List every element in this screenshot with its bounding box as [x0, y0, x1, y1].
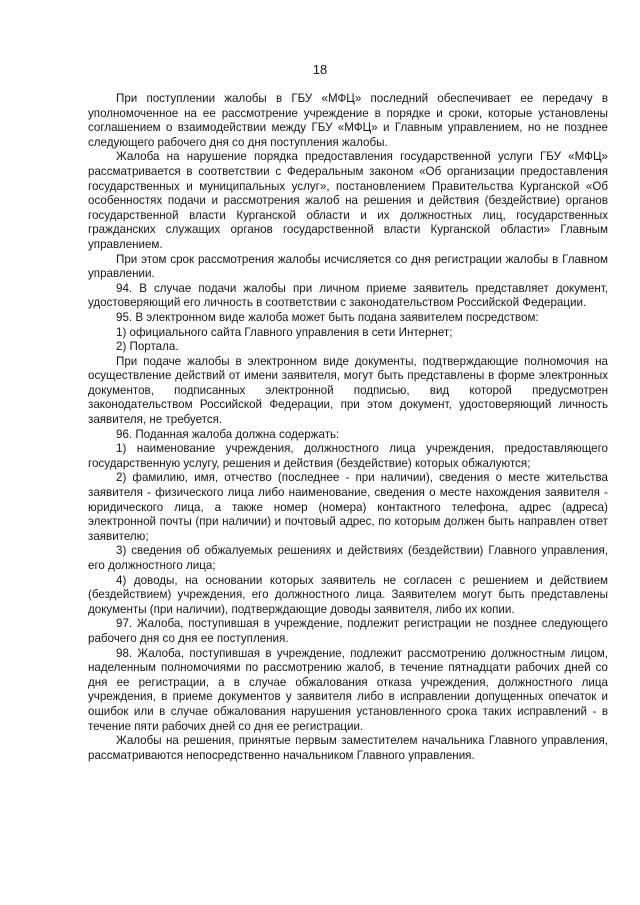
- list-item: 1) официального сайта Главного управления в сети Интернет;: [116, 325, 453, 339]
- paragraph: Жалоба на нарушение порядка предоставления государственной услуги ГБУ «МФЦ» рассматривается в соответствии с Федеральным законом «Об организации предоставления государственных и муниципальных услуг», постановлением Правительства Курганской «Об особенностях подачи и рассмотрения жалоб на решения и действия (бездействие) органов государственной власти Курганской области и их должностных лиц, государственных гражданских служащих органов государственной власти Курганской области» Главным управлением.: [88, 150, 608, 251]
- list-item: 3) сведения об обжалуемых решениях и действиях (бездействии) Главного управления, его должностного лица;: [88, 544, 608, 572]
- paragraph: 98. Жалоба, поступившая в учреждение, подлежит рассмотрению должностным лицом, наделенным полномочиями по рассмотрению жалоб, в течение пятнадцати рабочих дней со дня ее регистрации, а в случае обжалования отказа учреждения, должностного лица учреждения, в приеме документов у заявителя либо в исправлении допущенных опечаток и ошибок или в случае обжалования нарушения установленного срока таких исправлений - в течение пяти рабочих дней со дня ее регистрации.: [88, 646, 608, 733]
- paragraph: Жалобы на решения, принятые первым заместителем начальника Главного управления, рассматриваются непосредственно начальником Главного управления.: [88, 734, 608, 762]
- paragraph: 97. Жалоба, поступившая в учреждение, подлежит регистрации не позднее следующего рабочего дня со дня ее поступления.: [88, 617, 608, 645]
- list-item: 1) наименование учреждения, должностного лица учреждения, предоставляющего государственную услугу, решения и действия (бездействие) которых обжалуются;: [88, 442, 608, 470]
- paragraph: 95. В электронном виде жалоба может быть подана заявителем посредством:: [116, 310, 539, 324]
- paragraph: При поступлении жалобы в ГБУ «МФЦ» последний обеспечивает ее передачу в уполномоченное на ее рассмотрение учреждение в порядке и сроки, которые установлены соглашением о взаимодействии между ГБУ «МФЦ» и Главным управлением, но не позднее следующего рабочего дня со дня поступления жалобы.: [88, 92, 608, 149]
- paragraph: 94. В случае подачи жалобы при личном приеме заявитель представляет документ, удостоверяющий его личность в соответствии с законодательством Российской Федерации.: [88, 281, 608, 310]
- paragraph: При подаче жалобы в электронном виде документы, подтверждающие полномочия на осуществление действий от имени заявителя, могут быть представлены в форме электронных документов, подписанных электронной подписью, вид которой предусмотрен законодательством Российской Федерации, при этом документ, удостоверяющий личность заявителя, не требуется.: [88, 354, 608, 427]
- list-item: 2) фамилию, имя, отчество (последнее - при наличии), сведения о месте жительства заявителя - физического лица либо наименование, сведения о месте нахождения заявителя - юридического лица, а также номер (номера) контактного телефона, адрес (адреса) электронной почты (при наличии) и почтовый адрес, по которым должен быть направлен ответ заявителю;: [88, 471, 608, 543]
- paragraph: 96. Поданная жалоба должна содержать:: [116, 427, 340, 441]
- list-item: 2) Портала.: [116, 340, 179, 354]
- paragraph: При этом срок рассмотрения жалобы исчисляется со дня регистрации жалобы в Главном управлении.: [88, 252, 608, 281]
- document-body: [88, 92, 608, 763]
- page-number: 18: [312, 62, 328, 77]
- list-item: 4) доводы, на основании которых заявитель не согласен с решением и действием (бездействием) учреждения, его должностного лица. Заявителем могут быть представлены документы (при наличии), подтверждающие доводы заявителя, либо их копии.: [88, 573, 608, 616]
